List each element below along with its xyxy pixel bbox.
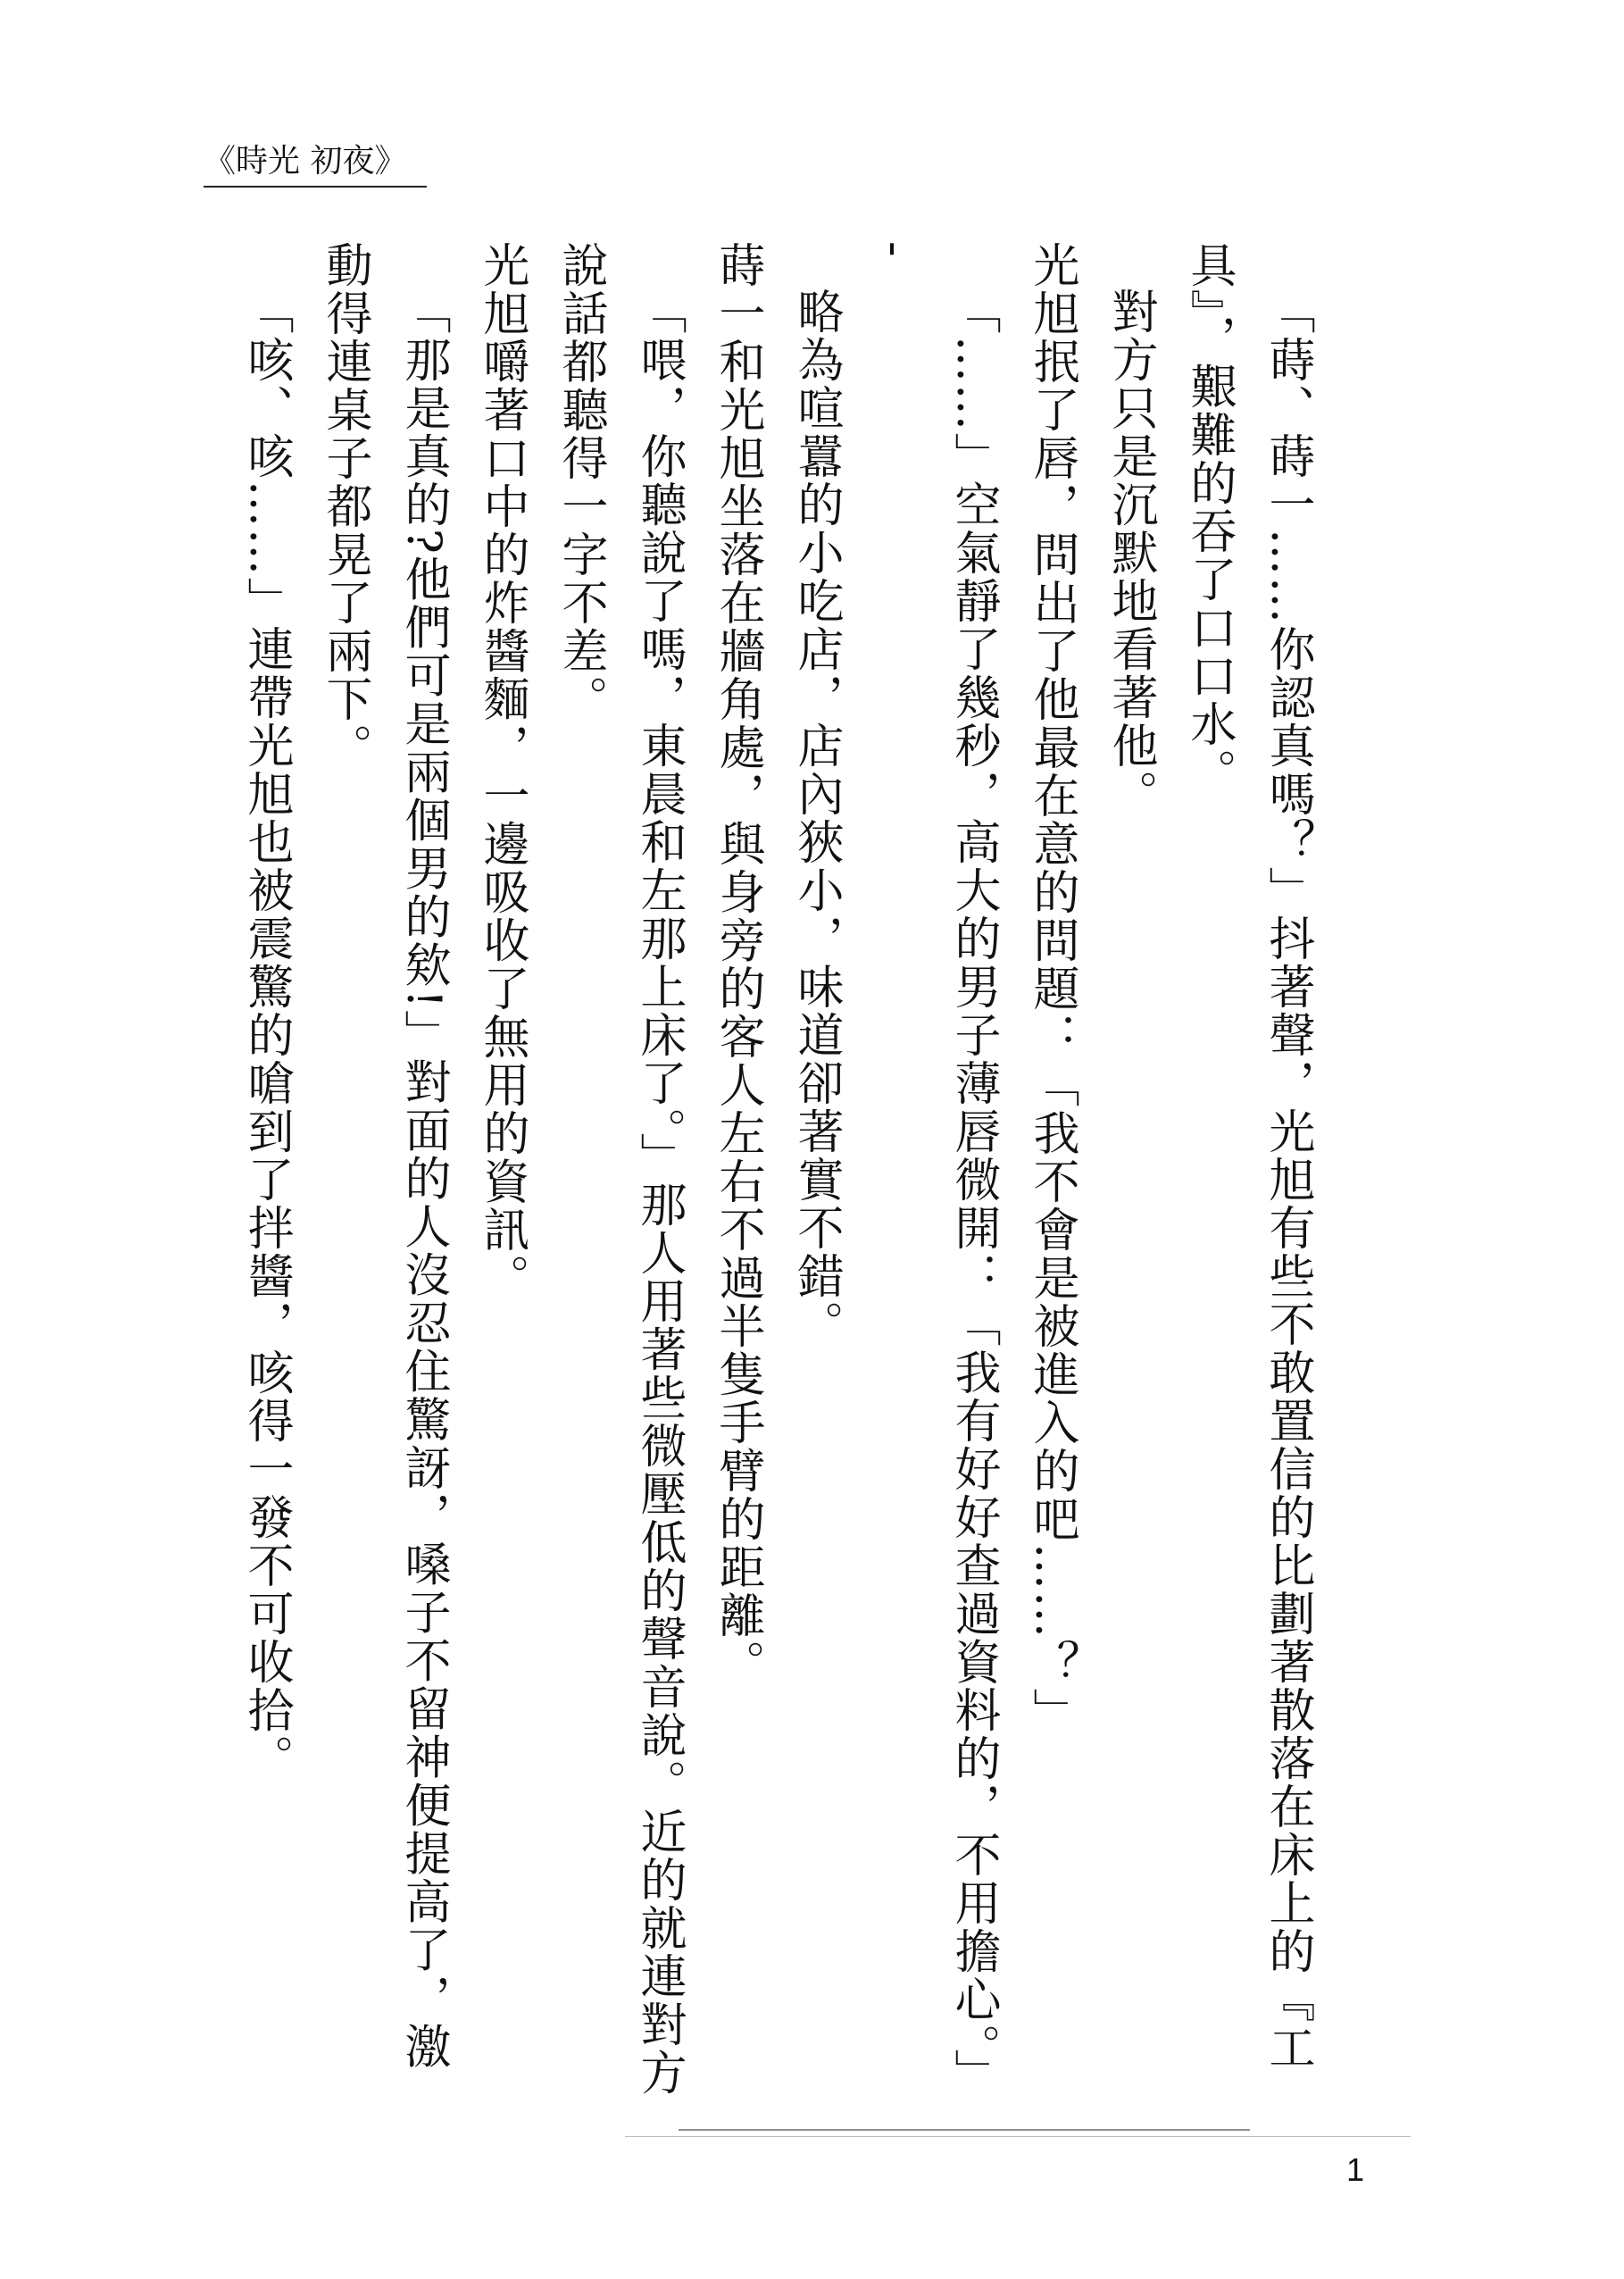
section-break-dash: - <box>868 241 921 259</box>
footer-divider <box>625 2136 1411 2137</box>
paragraph-10: 「咳、咳……」連帶光旭也被震驚的嗆到了拌醬，咳得一發不可收拾。 <box>239 288 293 1782</box>
paragraph-4: 「……」空氣靜了幾秒，高大的男子薄唇微開：「我有好好查過資料的，不用擔心。」 <box>946 288 1000 2097</box>
paragraph-1: 「蒔、蒔一……你認真嗎？」抖著聲，光旭有些不敢置信的比劃著散落在床上的『工具』，艱難的吞了口口水。 <box>1182 241 1314 2072</box>
vertical-body-text <box>202 241 1327 2108</box>
paragraph-7: 「喂，你聽說了嗎，東晨和左那上床了。」那人用著些微壓低的聲音說。近的就連對方說話都聽得一字不差。 <box>554 241 686 2097</box>
paragraph-3: 光旭抿了唇，問出了他最在意的問題：「我不會是被進入的吧……？」 <box>1025 241 1079 1736</box>
paragraph-2: 對方只是沉默地看著他。 <box>1103 288 1157 818</box>
document-header-title: 《時光 初夜》 <box>204 141 427 188</box>
paragraph-5: 略為喧囂的小吃店，店內狹小，味道卻著實不錯。 <box>789 288 843 1348</box>
paragraph-6: 蒔一和光旭坐落在牆角處，與身旁的客人左右不過半隻手臂的距離。 <box>711 241 764 1688</box>
footer-divider-dark <box>679 2129 1250 2131</box>
paragraph-9: 「那是真的?他們可是兩個男的欸!」對面的人沒忍住驚訝，嗓子不留神便提高了，激動得連桌子都晃了兩下。 <box>318 241 450 2071</box>
paragraph-8: 光旭嚼著口中的炸醬麵，一邊吸收了無用的資訊。 <box>475 241 529 1302</box>
page-number: 1 <box>1346 2151 1365 2188</box>
